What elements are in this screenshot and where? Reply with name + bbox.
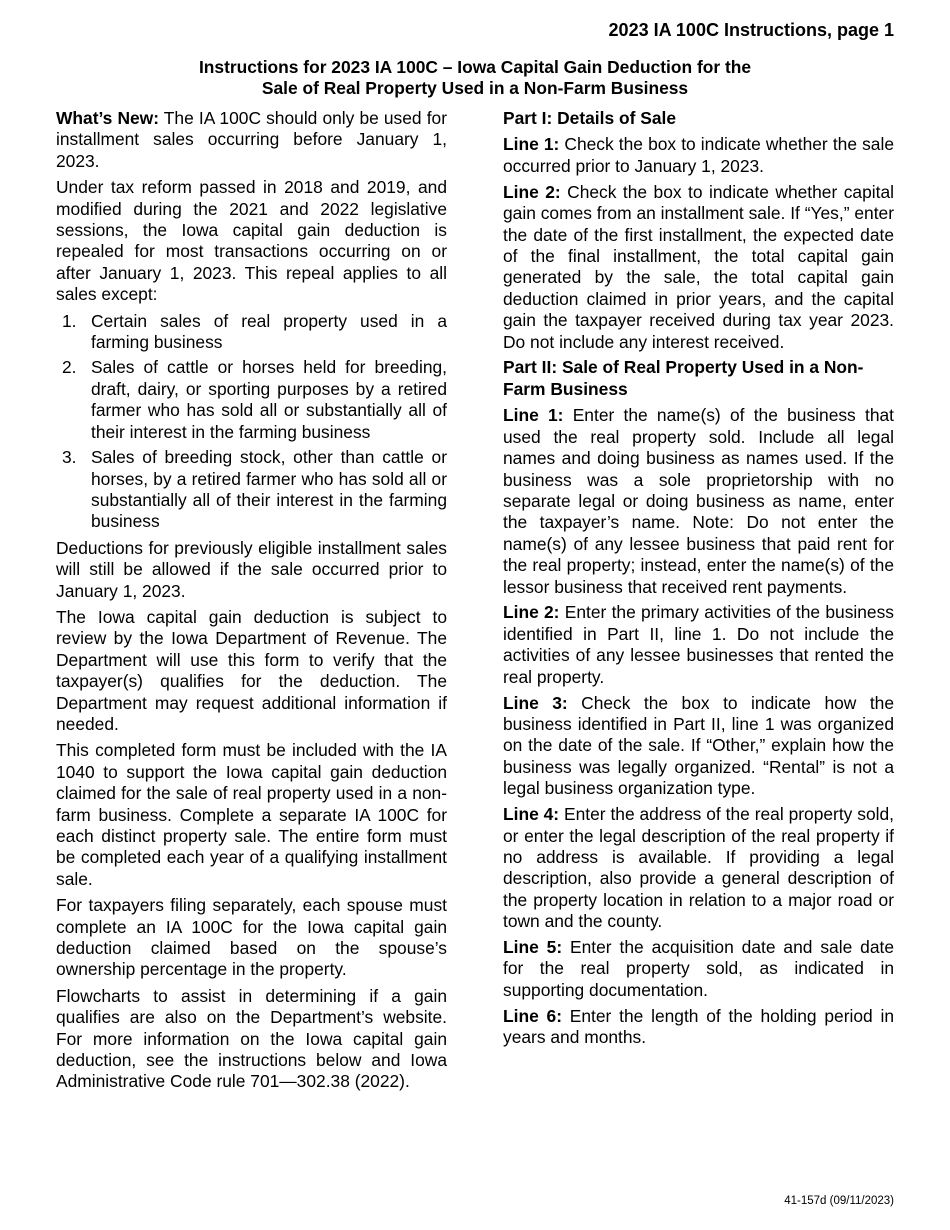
completed-form-paragraph: This completed form must be included with the IA 1040 to support the Iowa capital gain deduction claimed for the sale of real property used in a non-farm business. Complete a separate IA 100C for each distinct property sale. The entire form must be completed each year of a qualifying installment sale. [56, 740, 447, 889]
part-2-line-4 [503, 804, 894, 932]
right-column [503, 108, 894, 1053]
deductions-paragraph: Deductions for previously eligible installment sales will still be allowed if the sale occurred prior to January 1, 2023. [56, 537, 447, 601]
form-number: 41-157d (09/11/2023) [784, 1195, 894, 1207]
line-text: Enter the primary activities of the business identified in Part II, line 1. Do not include the activities of any lessee businesses that rented the real property. [503, 602, 894, 687]
line-text: Enter the acquisition date and sale date for the real property sold, as indicated in supporting documentation. [503, 937, 894, 1000]
tax-reform-paragraph: Under tax reform passed in 2018 and 2019, and modified during the 2021 and 2022 legislative sessions, the Iowa capital gain deduction is repealed for most transactions occurring on or after January 1, 2023. This repeal applies to all sales except: [56, 177, 447, 305]
list-item [56, 311, 447, 354]
exceptions-list [56, 311, 447, 533]
flowcharts-paragraph: Flowcharts to assist in determining if a gain qualifies are also on the Department’s website. For more information on the Iowa capital gain deduction, see the instructions below and Iowa Administrative Code rule 701—302.38 (2022). [56, 985, 447, 1092]
list-item-number: 2. [62, 357, 77, 378]
line-text: Enter the length of the holding period in years and months. [503, 1005, 895, 1048]
whats-new-label: What’s New: [56, 108, 160, 128]
page-header: 2023 IA 100C Instructions, page 1 [608, 20, 894, 40]
part-2-line-5 [503, 937, 894, 1001]
part-2-line-6 [503, 1006, 894, 1049]
line-label: Line 2: [503, 602, 560, 623]
list-item [56, 357, 447, 443]
list-item-number: 3. [62, 447, 77, 468]
part-2-heading: Part II: Sale of Real Property Used in a Non-Farm Business [503, 357, 864, 399]
line-text: Enter the name(s) of the business that used the real property sold. Include all legal names and doing business as names used. If the business was a sole proprietorship with no separate legal or doing business as name, enter the taxpayer’s name. Note: Do not enter the name(s) of any lessee business that paid rent for the real property; instead, enter the name(s) of the lessor business that received rent payments. [503, 405, 895, 597]
line-label: Line 2: [503, 181, 561, 202]
line-text: Check the box to indicate whether the sale occurred prior to January 1, 2023. [503, 134, 894, 176]
line-text: Enter the address of the real property sold, or enter the legal description of the real property if no address is available. If providing a legal description, also provide a general description of the property location in relation to a major road or town and the county. [503, 804, 894, 932]
whats-new-text: The IA 100C should only be used for installment sales occurring before January 1, 2023. [56, 108, 447, 171]
list-item [56, 447, 447, 533]
line-text: Check the box to indicate how the business identified in Part II, line 1 was organized on the date of the sale. If “Other,” explain how the business was legally organized. “Rental” is not a legal business organization type. [503, 692, 894, 799]
filing-separately-paragraph: For taxpayers filing separately, each spouse must complete an IA 100C for the Iowa capital gain deduction claimed based on the spouse’s ownership percentage in the property. [56, 895, 447, 980]
part-1-heading: Part I: Details of Sale [503, 108, 676, 128]
line-label: Line 1: [503, 405, 564, 426]
document-title [56, 57, 894, 99]
part-1-line-2 [503, 182, 894, 353]
whats-new-paragraph [56, 108, 447, 172]
part-2-line-1 [503, 405, 894, 598]
line-text: Check the box to indicate whether capital gain comes from an installment sale. If “Yes,” enter the date of the first installment, the expected date of the final installment, the total capital gain generated by the sale, the total capital gain deduction claimed in prior years, and the capital gain the taxpayer received during tax year 2023. Do not include any interest received. [503, 181, 895, 352]
part-1-line-1 [503, 134, 894, 177]
line-label: Line 5: [503, 937, 563, 958]
document-title-line-2: Sale of Real Property Used in a Non-Farm Business [261, 78, 689, 98]
line-label: Line 4: [503, 804, 560, 825]
line-label: Line 6: [503, 1005, 562, 1026]
line-label: Line 3: [503, 692, 568, 713]
list-item-text: Certain sales of real property used in a farming business [91, 310, 447, 353]
part-2-line-2 [503, 602, 894, 688]
list-item-number: 1. [62, 310, 77, 331]
left-column [56, 108, 447, 1098]
line-label: Line 1: [503, 134, 560, 155]
list-item-text: Sales of cattle or horses held for breeding, draft, dairy, or sporting purposes by a retired farmer who has sold all or substantially all of their interest in the farming business [91, 357, 447, 442]
list-item-text: Sales of breeding stock, other than cattle or horses, by a retired farmer who has sold all or substantially all of their interest in the farming business [91, 447, 447, 532]
part-2-line-3 [503, 693, 894, 800]
document-title-line-1: Instructions for 2023 IA 100C – Iowa Capital Gain Deduction for the [198, 57, 752, 77]
review-paragraph: The Iowa capital gain deduction is subject to review by the Iowa Department of Revenue. The Department will use this form to verify that the taxpayer(s) qualifies for the deduction. The Department may request additional information if needed. [56, 606, 447, 734]
